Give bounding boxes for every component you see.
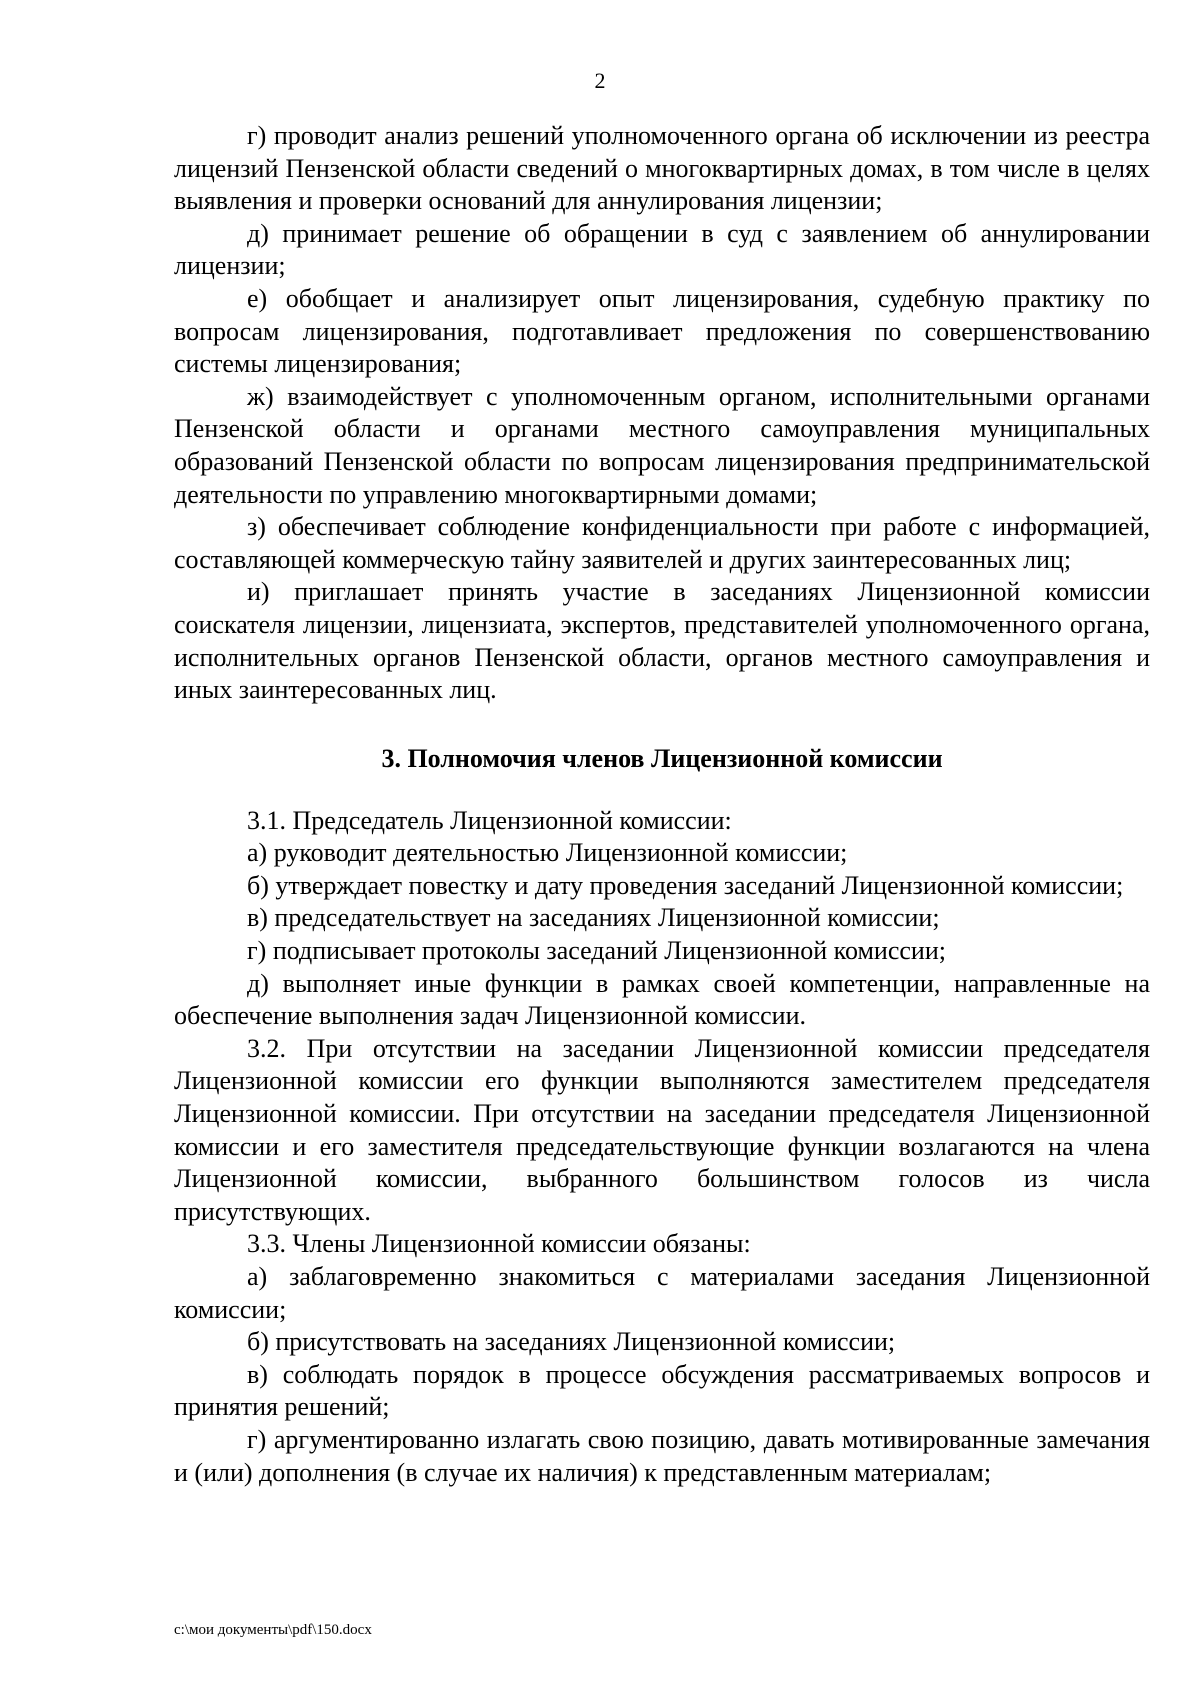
paragraph-z-confidentiality: з) обеспечивает соблюдение конфиденциальности при работе с информацией, составляющей коммерческую тайну заявителей и других заинтересованных лиц;	[174, 512, 1150, 574]
paragraph-3-1-v: в) председательствует на заседаниях Лицензионной комиссии;	[247, 903, 940, 933]
document-body	[174, 120, 1150, 1489]
paragraph-3-2: 3.2. При отсутствии на заседании Лицензионной комиссии председателя Лицензионной комиссии его функции выполняются заместителем председателя Лицензионной комиссии. При отсутствии на заседании председателя Лицензионной комиссии и его заместителя председательствующие функции возлагаются на члена Лицензионной комиссии, выбранного большинством голосов из числа присутствующих.	[174, 1033, 1150, 1226]
paragraph-3-3-b: б) присутствовать на заседаниях Лицензионной комиссии;	[247, 1327, 896, 1357]
paragraph-3-3: 3.3. Члены Лицензионной комиссии обязаны:	[247, 1229, 751, 1259]
paragraph-d-court: д) принимает решение об обращении в суд с заявлением об аннулировании лицензии;	[174, 218, 1150, 281]
footer-file-path: c:\мои документы\pdf\150.docx	[174, 1622, 372, 1638]
paragraph-zh-interaction: ж) взаимодействует с уполномоченным органом, исполнительными органами Пензенской области и органами местного самоуправления муниципальных образований Пензенской области по вопросам лицензирования предпринимательской деятельности по управлению многоквартирными домами;	[174, 381, 1150, 509]
paragraph-g-analysis: г) проводит анализ решений уполномоченного органа об исключении из реестра лицензий Пензенской области сведений о многоквартирных домах, в том числе в целях выявления и проверки оснований для аннулирования лицензии;	[174, 121, 1150, 216]
paragraph-3-1-d: д) выполняет иные функции в рамках своей компетенции, направленные на обеспечение выполнения задач Лицензионной комиссии.	[174, 968, 1150, 1031]
paragraph-3-3-v: в) соблюдать порядок в процессе обсуждения рассматриваемых вопросов и принятия решений;	[174, 1359, 1150, 1422]
paragraph-3-3-a: а) заблаговременно знакомиться с материалами заседания Лицензионной комиссии;	[174, 1262, 1150, 1324]
page-number: 2	[594, 68, 606, 93]
paragraph-3-1-b: б) утверждает повестку и дату проведения заседаний Лицензионной комиссии;	[247, 870, 1124, 900]
section-heading: 3. Полномочия членов Лицензионной комиссии	[381, 743, 943, 773]
paragraph-3-3-g: г) аргументированно излагать свою позицию, давать мотивированные замечания и (или) дополнения (в случае их наличия) к представленным материалам;	[174, 1424, 1150, 1487]
paragraph-e-practice: е) обобщает и анализирует опыт лицензирования, судебную практику по вопросам лицензирования, подготавливает предложения по совершенствованию системы лицензирования;	[174, 283, 1150, 379]
paragraph-3-1: 3.1. Председатель Лицензионной комиссии:	[247, 805, 732, 835]
paragraph-3-1-g: г) подписывает протоколы заседаний Лицензионной комиссии;	[247, 936, 946, 966]
paragraph-3-1-a: а) руководит деятельностью Лицензионной комиссии;	[247, 838, 848, 868]
paragraph-i-invitation: и) приглашает принять участие в заседаниях Лицензионной комиссии соискателя лицензии, лицензиата, экспертов, представителей уполномоченного органа, исполнительных органов Пензенской области, органов местного самоуправления и иных заинтересованных лиц.	[174, 577, 1150, 705]
